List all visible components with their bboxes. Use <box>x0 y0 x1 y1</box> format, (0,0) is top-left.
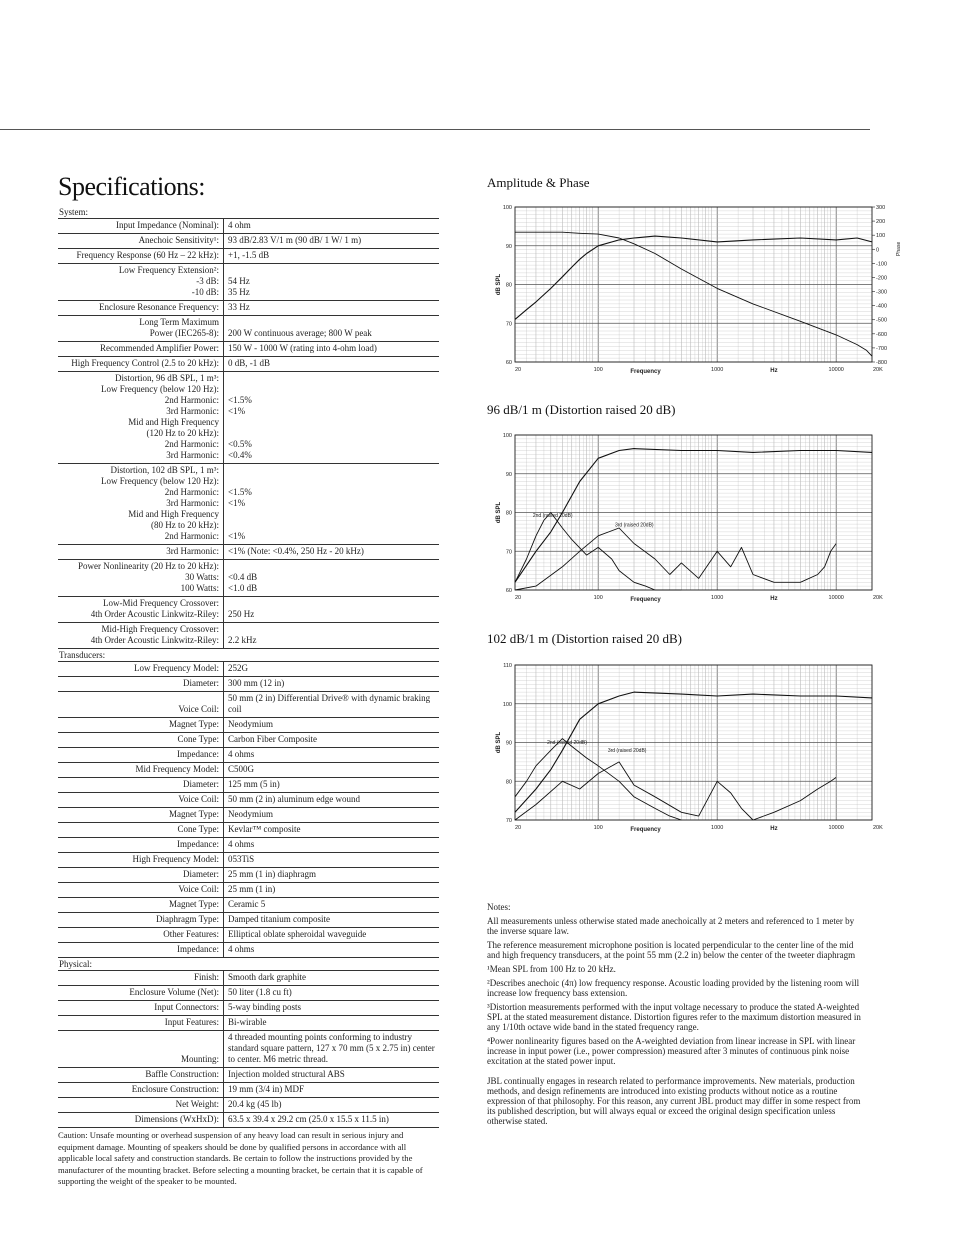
spec-row <box>58 342 439 357</box>
spec-label: Distortion, 102 dB SPL, 1 m³: Low Frequency (below 120 Hz): 2nd Harmonic: 3rd Harmonic: Mid and High Frequency (80 Hz to 20 kHz): 2nd Harmonic: <box>58 464 224 545</box>
x-tick-label: 20 <box>515 595 522 601</box>
spec-value: <1% (Note: <0.4%, 250 Hz - 20 kHz) <box>224 545 440 560</box>
spec-row <box>58 623 439 649</box>
spec-row <box>58 316 439 342</box>
spec-value: Carbon Fiber Composite <box>224 733 440 748</box>
spec-value: 25 mm (1 in) <box>224 883 440 898</box>
amplitude-phase-chart <box>486 200 906 378</box>
y2-tick-label: -200 <box>876 275 888 282</box>
y2-tick-label: -500 <box>876 317 888 324</box>
series-line <box>515 232 872 356</box>
chart-annotation: 3rd (raised 20dB) <box>607 747 647 754</box>
spec-value: 63.5 x 39.4 x 29.2 cm (25.0 x 15.5 x 11.5 in) <box>224 1113 440 1128</box>
y2-tick-label: -300 <box>876 289 888 296</box>
spec-value: 50 mm (2 in) aluminum edge wound <box>224 793 440 808</box>
spec-row <box>58 883 439 898</box>
spec-label: Enclosure Resonance Frequency: <box>58 301 224 316</box>
section-heading: Physical: <box>58 958 439 971</box>
spec-label: Diameter: <box>58 677 224 692</box>
notes-block <box>487 902 867 1130</box>
specifications-table <box>58 206 439 1188</box>
spec-row <box>58 943 439 958</box>
spec-value: 4 ohms <box>224 943 440 958</box>
spec-row <box>58 662 439 677</box>
spec-row <box>58 560 439 597</box>
y-axis-label: dB SPL <box>496 731 502 754</box>
spec-row <box>58 733 439 748</box>
note-item: ¹Mean SPL from 100 Hz to 20 kHz. <box>487 964 616 974</box>
spec-label: Diaphragm Type: <box>58 913 224 928</box>
y-tick-label: 80 <box>505 779 512 786</box>
x-tick-label: 10000 <box>828 825 844 831</box>
spec-label: 3rd Harmonic: <box>58 545 224 560</box>
chart-annotation: 2nd (rasied 20dB) <box>532 513 573 520</box>
spec-label: Low-Mid Frequency Crossover: 4th Order Acoustic Linkwitz-Riley: <box>58 597 224 623</box>
spec-row <box>58 778 439 793</box>
series-line <box>515 762 836 820</box>
y-tick-label: 100 <box>502 433 512 439</box>
spec-label: Magnet Type: <box>58 808 224 823</box>
spec-label: Frequency Response (60 Hz – 22 kHz): <box>58 249 224 264</box>
y2-tick-label: 300 <box>876 205 886 211</box>
series-line <box>515 236 872 319</box>
spec-value: 20.4 kg (45 lb) <box>224 1098 440 1113</box>
y-axis-label: dB SPL <box>496 273 502 296</box>
spec-value: 4 threaded mounting points conforming to industry standard square pattern, 127 x 70 mm (5 x 2.75 in) center to center. M6 metric thread. <box>224 1031 440 1068</box>
spec-value: Injection molded structural ABS <box>224 1068 440 1083</box>
spec-value: 200 W continuous average; 800 W peak <box>224 316 440 342</box>
spec-label: Voice Coil: <box>58 692 224 718</box>
spec-label: Anechoic Sensitivity¹: <box>58 234 224 249</box>
spec-label: Power Nonlinearity (20 Hz to 20 kHz): 30 Watts: 100 Watts: <box>58 560 224 597</box>
y2-axis-label: Phase <box>896 241 902 256</box>
spec-row <box>58 1098 439 1113</box>
spec-label: High Frequency Model: <box>58 853 224 868</box>
note-item: All measurements unless otherwise stated made anechoically at 2 meters and referenced to 1 meter by the inverse square law. <box>487 916 855 936</box>
x-tick-label: 20K <box>873 825 883 831</box>
spec-label: Input Features: <box>58 1016 224 1031</box>
spec-value: 50 mm (2 in) Differential Drive® with dynamic braking coil <box>224 692 440 718</box>
y2-tick-label: -700 <box>876 345 888 352</box>
spec-value: 33 Hz <box>224 301 440 316</box>
spec-value: <0.4 dB <1.0 dB <box>224 560 440 597</box>
spec-row <box>58 898 439 913</box>
y-tick-label: 70 <box>505 549 512 556</box>
spec-row <box>58 793 439 808</box>
spec-row <box>58 1031 439 1068</box>
chart-title-amplitude-phase: Amplitude & Phase <box>487 175 590 190</box>
spec-label: Magnet Type: <box>58 898 224 913</box>
y2-tick-label: -600 <box>876 331 888 338</box>
x-tick-label: 10000 <box>828 367 844 373</box>
spec-value: Neodymium <box>224 718 440 733</box>
spec-value: 93 dB/2.83 V/1 m (90 dB/ 1 W/ 1 m) <box>224 234 440 249</box>
y-tick-label: 60 <box>505 360 512 366</box>
spec-label: Impedance: <box>58 748 224 763</box>
x-tick-label: 20K <box>873 367 883 373</box>
note-item: ²Describes anechoic (4π) low frequency response. Acoustic loading provided by the listening room will increase low frequency bass extension. <box>487 978 860 998</box>
spec-value: <1.5% <1% <1% <box>224 464 440 545</box>
spec-row <box>58 763 439 778</box>
y-tick-label: 60 <box>505 588 512 594</box>
section-heading: Transducers: <box>58 649 439 662</box>
x-tick-label: 100 <box>593 595 603 601</box>
spec-value: 5-way binding posts <box>224 1001 440 1016</box>
spec-row <box>58 718 439 733</box>
spec-row <box>58 545 439 560</box>
spec-label: Cone Type: <box>58 733 224 748</box>
y-tick-label: 90 <box>505 740 512 747</box>
spec-row <box>58 1068 439 1083</box>
spec-row <box>58 234 439 249</box>
spec-value: C500G <box>224 763 440 778</box>
spec-label: Diameter: <box>58 778 224 793</box>
y-tick-label: 110 <box>503 663 512 669</box>
spec-label: High Frequency Control (2.5 to 20 kHz): <box>58 357 224 372</box>
y2-tick-label: 0 <box>876 247 880 254</box>
x-tick-label: 20K <box>873 595 883 601</box>
x-tick-label: 20 <box>515 367 522 373</box>
x-tick-label: 100 <box>593 367 603 373</box>
spec-label: Enclosure Construction: <box>58 1083 224 1098</box>
spec-label: Cone Type: <box>58 823 224 838</box>
spec-row <box>58 868 439 883</box>
y-tick-label: 100 <box>502 205 512 211</box>
spec-label: Diameter: <box>58 868 224 883</box>
y-tick-label: 80 <box>505 510 512 517</box>
chart-annotation: 3rd (raised 20dB) <box>614 522 654 529</box>
spec-value: Kevlar™ composite <box>224 823 440 838</box>
spec-value: 54 Hz 35 Hz <box>224 264 440 301</box>
spec-value: 19 mm (3/4 in) MDF <box>224 1083 440 1098</box>
top-rule <box>0 129 870 130</box>
spec-row <box>58 928 439 943</box>
spec-row <box>58 971 439 986</box>
spec-row <box>58 808 439 823</box>
chart-title-distortion-96db: 96 dB/1 m (Distortion raised 20 dB) <box>487 402 676 417</box>
spec-label: Recommended Amplifier Power: <box>58 342 224 357</box>
spec-label: Input Connectors: <box>58 1001 224 1016</box>
spec-row <box>58 264 439 301</box>
section-heading: System: <box>58 206 439 219</box>
spec-value: 053TiS <box>224 853 440 868</box>
spec-value: Ceramic 5 <box>224 898 440 913</box>
spec-label: Mid-High Frequency Crossover: 4th Order Acoustic Linkwitz-Riley: <box>58 623 224 649</box>
spec-label: Other Features: <box>58 928 224 943</box>
spec-value: <1.5% <1% <0.5% <0.4% <box>224 372 440 464</box>
page-title: Specifications: <box>58 172 206 201</box>
spec-value: 50 liter (1.8 cu ft) <box>224 986 440 1001</box>
y2-tick-label: 100 <box>876 233 886 240</box>
spec-label: Magnet Type: <box>58 718 224 733</box>
x-tick-label: 10000 <box>828 595 844 601</box>
note-item: ³Distortion measurements performed with the input voltage necessary to produce the stated A-weighted SPL at the stated measurement distance. Distortion figures refer to the maximum distortion measured in any 1/10th octave wide band in the stated frequency range. <box>487 1002 861 1032</box>
y2-tick-label: -800 <box>876 360 888 366</box>
x-axis-unit: Hz <box>770 596 778 602</box>
spec-value: 125 mm (5 in) <box>224 778 440 793</box>
spec-label: Baffle Construction: <box>58 1068 224 1083</box>
y-tick-label: 70 <box>505 321 512 328</box>
caution-text: Caution: Unsafe mounting or overhead suspension of any heavy load can result in serious injury and equipment damage. Mounting of speakers should be done by qualified persons in accordance with all applicable local safety and construction standards. Be certain to follow the instructions provided by the manufacturer of the mounting bracket. Before selecting a mounting bracket, be certain that it is capable of supporting the weight of the speaker to be mounted. <box>58 1130 423 1187</box>
chart-title-distortion-102db: 102 dB/1 m (Distortion raised 20 dB) <box>487 631 682 646</box>
y-tick-label: 90 <box>505 471 512 478</box>
spec-label: Voice Coil: <box>58 793 224 808</box>
spec-row <box>58 357 439 372</box>
spec-label: Impedance: <box>58 838 224 853</box>
jbl-disclaimer: JBL continually engages in research related to performance improvements. New materials, production methods, and design refinements are introduced into existing products without notice as a routine expression of that philosophy. For this reason, any current JBL product may differ in some respect from its published description, but will always equal or exceed the original design specification unless otherwise stated. <box>487 1076 861 1126</box>
spec-value: 4 ohm <box>224 219 440 234</box>
series-line <box>515 692 872 812</box>
y-tick-label: 70 <box>505 818 512 824</box>
spec-row <box>58 464 439 545</box>
distortion-96db-chart <box>486 428 906 608</box>
spec-label: Input Impedance (Nominal): <box>58 219 224 234</box>
x-axis-label: Frequency <box>630 827 661 833</box>
note-item: ⁴Power nonlinearity figures based on the A-weighted deviation from linear increase in SPL with linear increase in input power (i.e., power compression) measured after 3 minutes of continuous pink noise excitation at the stated power input. <box>487 1036 856 1066</box>
spec-row <box>58 1113 439 1128</box>
spec-value: 252G <box>224 662 440 677</box>
notes-heading: Notes: <box>487 902 511 912</box>
spec-value: 2.2 kHz <box>224 623 440 649</box>
spec-label: Enclosure Volume (Net): <box>58 986 224 1001</box>
spec-row <box>58 372 439 464</box>
spec-value: 250 Hz <box>224 597 440 623</box>
x-tick-label: 1000 <box>711 595 724 601</box>
spec-value: 4 ohms <box>224 748 440 763</box>
spec-value: Bi-wirable <box>224 1016 440 1031</box>
spec-label: Low Frequency Model: <box>58 662 224 677</box>
spec-label: Long Term Maximum Power (IEC265-8): <box>58 316 224 342</box>
spec-row <box>58 853 439 868</box>
note-item: The reference measurement microphone position is located perpendicular to the center line of the mid and high frequency transducers, at the point 55 mm (2.2 in) below the center of the tweeter diaphragm <box>487 940 856 960</box>
x-tick-label: 20 <box>515 825 522 831</box>
x-axis-label: Frequency <box>630 597 661 603</box>
spec-row <box>58 1001 439 1016</box>
spec-row <box>58 219 439 234</box>
chart-annotation: 2nd (rasied 20dB) <box>547 740 587 747</box>
spec-value: Neodymium <box>224 808 440 823</box>
spec-row <box>58 986 439 1001</box>
spec-label: Dimensions (WxHxD): <box>58 1113 224 1128</box>
spec-row <box>58 1083 439 1098</box>
spec-label: Voice Coil: <box>58 883 224 898</box>
spec-label: Finish: <box>58 971 224 986</box>
spec-label: Low Frequency Extension²: -3 dB: -10 dB: <box>58 264 224 301</box>
x-tick-label: 1000 <box>711 367 724 373</box>
y-tick-label: 100 <box>502 701 512 708</box>
spec-value: +1, -1.5 dB <box>224 249 440 264</box>
spec-row <box>58 1016 439 1031</box>
spec-row <box>58 677 439 692</box>
spec-row <box>58 597 439 623</box>
spec-value: 150 W - 1000 W (rating into 4-ohm load) <box>224 342 440 357</box>
spec-label: Mid Frequency Model: <box>58 763 224 778</box>
spec-value: 0 dB, -1 dB <box>224 357 440 372</box>
spec-value: Damped titanium composite <box>224 913 440 928</box>
spec-label: Impedance: <box>58 943 224 958</box>
spec-row <box>58 913 439 928</box>
distortion-102db-chart <box>486 658 906 838</box>
spec-row <box>58 823 439 838</box>
spec-value: 25 mm (1 in) diaphragm <box>224 868 440 883</box>
y-tick-label: 80 <box>505 282 512 289</box>
spec-label: Net Weight: <box>58 1098 224 1113</box>
spec-label: Mounting: <box>58 1031 224 1068</box>
spec-value: Elliptical oblate spheroidal waveguide <box>224 928 440 943</box>
x-axis-label: Frequency <box>630 369 661 375</box>
spec-row <box>58 249 439 264</box>
spec-row <box>58 301 439 316</box>
spec-value: 4 ohms <box>224 838 440 853</box>
y2-tick-label: -400 <box>876 303 888 310</box>
x-tick-label: 1000 <box>711 825 724 831</box>
x-tick-label: 100 <box>593 825 603 831</box>
spec-value: Smooth dark graphite <box>224 971 440 986</box>
y2-tick-label: 200 <box>876 219 886 226</box>
spec-value: 300 mm (12 in) <box>224 677 440 692</box>
x-axis-unit: Hz <box>770 368 778 374</box>
spec-row <box>58 748 439 763</box>
x-axis-unit: Hz <box>770 826 778 832</box>
y2-tick-label: -100 <box>876 261 888 268</box>
spec-row <box>58 838 439 853</box>
spec-row <box>58 692 439 718</box>
y-axis-label: dB SPL <box>496 501 502 524</box>
y-tick-label: 90 <box>505 243 512 250</box>
spec-label: Distortion, 96 dB SPL, 1 m³: Low Frequency (below 120 Hz): 2nd Harmonic: 3rd Harmonic: Mid and High Frequency (120 Hz to 20 kHz): 2nd Harmonic: 3rd Harmonic: <box>58 372 224 464</box>
